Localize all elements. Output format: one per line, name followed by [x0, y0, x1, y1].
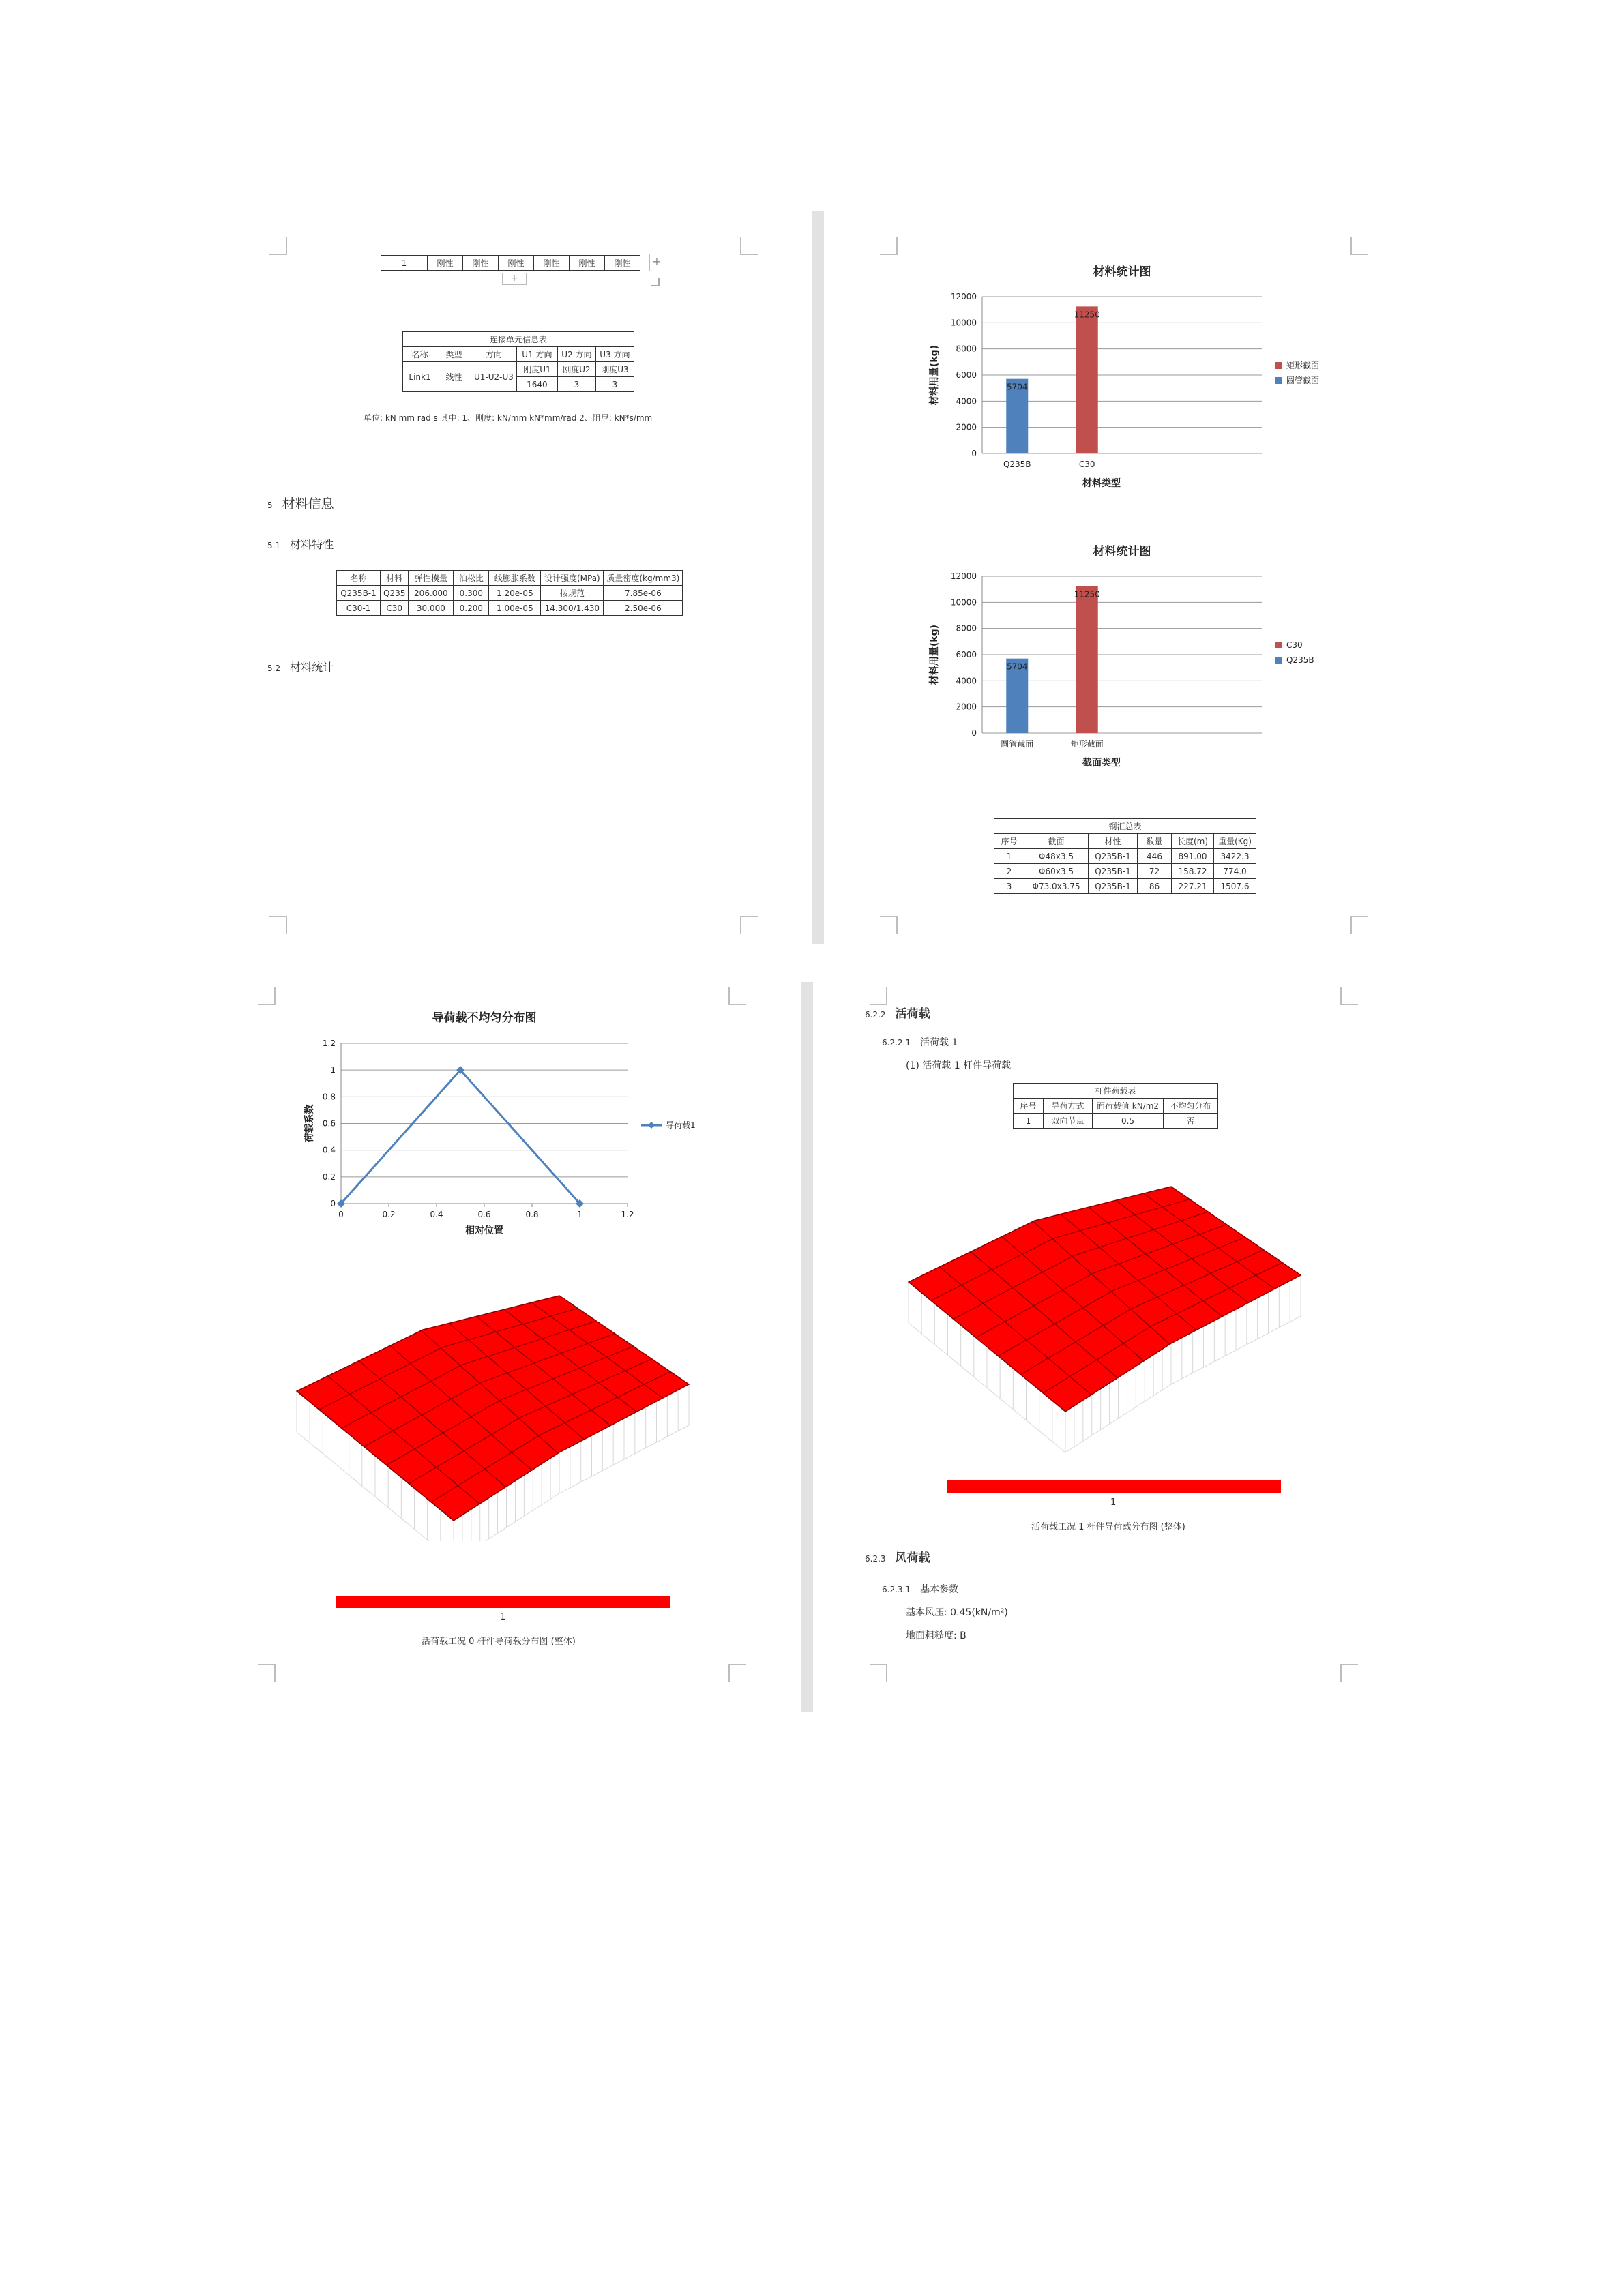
table-cell: Φ48x3.5	[1024, 849, 1089, 864]
table-header: U2 方向	[557, 347, 595, 362]
table-cell: Q235B-1	[1089, 864, 1138, 879]
y-tick-label: 1	[330, 1065, 336, 1075]
data-label: 5704	[1006, 661, 1028, 672]
add-row-icon[interactable]: +	[502, 273, 527, 285]
section-number: 5	[267, 501, 273, 510]
table-header: U3 方向	[595, 347, 634, 362]
table-header: 弹性模量	[409, 571, 454, 586]
table-cell: 1	[381, 256, 428, 271]
y-tick-label: 10000	[950, 318, 977, 328]
section-5-heading	[267, 494, 334, 512]
y-axis-label: 材料用量(kg)	[929, 624, 940, 685]
link-row-table	[381, 255, 640, 271]
table-header: 类型	[437, 347, 471, 362]
x-tick-label: 0	[338, 1210, 344, 1219]
y-axis-label: 荷载系数	[304, 1104, 315, 1143]
table-row	[337, 586, 683, 601]
table-header: 序号	[994, 834, 1024, 849]
y-tick-label: 0.8	[322, 1092, 336, 1102]
table-row	[994, 864, 1256, 879]
legend-entry: 导荷载1	[666, 1120, 696, 1130]
section-title: 基本参数	[919, 1584, 958, 1595]
load-scale-bar	[947, 1480, 1281, 1493]
table-cell: 刚度U3	[595, 362, 634, 377]
table-header: 设计强度(MPa)	[541, 571, 604, 586]
x-tick-label: 0.8	[525, 1210, 539, 1219]
table-header: 导荷方式	[1044, 1099, 1093, 1114]
load-scale-bar	[336, 1596, 670, 1608]
y-tick-label: 12000	[950, 292, 977, 301]
table-cell: 446	[1138, 849, 1172, 864]
x-tick-label: 0.2	[382, 1210, 396, 1219]
x-tick-label: 圆管截面	[1001, 739, 1034, 749]
table-cell: 1507.6	[1214, 879, 1256, 894]
section-number: 5.2	[267, 664, 281, 673]
crop-mark	[880, 916, 898, 934]
table-cell: 2.50e-06	[604, 601, 683, 616]
legend-swatch	[1275, 377, 1282, 384]
table-cell: 0.300	[454, 586, 489, 601]
x-tick-label: 1.2	[621, 1210, 634, 1219]
table-cell: 1640	[516, 377, 557, 392]
y-tick-label: 0	[971, 728, 977, 738]
y-tick-label: 12000	[950, 571, 977, 581]
legend-entry: C30	[1286, 640, 1303, 650]
table-cell: 774.0	[1214, 864, 1256, 879]
table-header: 泊松比	[454, 571, 489, 586]
legend-swatch	[1275, 657, 1282, 664]
x-axis-label: 材料类型	[1082, 478, 1121, 489]
y-tick-label: 2000	[956, 422, 977, 432]
material-chart-by-material	[921, 259, 1344, 498]
section-5-1-heading	[267, 536, 334, 552]
material-chart-by-section	[921, 539, 1344, 777]
y-tick-label: 4000	[956, 676, 977, 686]
section-5-2-heading	[267, 659, 334, 674]
crop-mark	[1340, 987, 1358, 1005]
table-cell: Q235	[381, 586, 409, 601]
table-cell: 双向节点	[1044, 1114, 1093, 1129]
material-table	[336, 570, 683, 616]
table-cell: 891.00	[1172, 849, 1214, 864]
table-row	[994, 879, 1256, 894]
legend-marker	[648, 1122, 655, 1129]
table-cell: 1.20e-05	[489, 586, 541, 601]
section-6-2-2-1-heading	[882, 1035, 958, 1049]
scale-label: 1	[1110, 1497, 1117, 1508]
table-cell: 0.5	[1093, 1114, 1164, 1129]
structure-3d-diagram-case0	[286, 1282, 709, 1541]
table-cell: Q235B-1	[1089, 849, 1138, 864]
x-axis-label: 相对位置	[465, 1225, 503, 1236]
table-header: 名称	[403, 347, 437, 362]
table-header: 材料	[381, 571, 409, 586]
table-header: 质量密度(kg/mm3)	[604, 571, 683, 586]
chart-title: 导荷载不均匀分布图	[432, 1011, 537, 1025]
table-cell: 否	[1164, 1114, 1218, 1129]
crop-mark	[870, 987, 887, 1005]
table-row	[994, 849, 1256, 864]
x-tick-label: 0.6	[477, 1210, 491, 1219]
data-label: 11250	[1074, 310, 1100, 320]
table-resize-handle-icon[interactable]	[651, 278, 660, 286]
table-cell: 72	[1138, 864, 1172, 879]
section-number: 5.1	[267, 541, 281, 550]
legend-swatch	[1275, 642, 1282, 648]
section-6-2-3-1-heading	[882, 1582, 958, 1596]
table-header: 方向	[471, 347, 517, 362]
table-cell: Q235B-1	[337, 586, 381, 601]
table-row	[1014, 1114, 1218, 1129]
ground-roughness: 地面粗糙度: B	[906, 1630, 966, 1641]
y-tick-label: 1.2	[322, 1039, 336, 1048]
table-cell: 158.72	[1172, 864, 1214, 879]
crop-mark	[880, 237, 898, 255]
table-cell: 7.85e-06	[604, 586, 683, 601]
series-line	[341, 1070, 580, 1204]
table-cell: C30	[381, 601, 409, 616]
y-tick-label: 6000	[956, 370, 977, 380]
table-cell: 按规范	[541, 586, 604, 601]
table-header: 重量(Kg)	[1214, 834, 1256, 849]
table-cell: Φ73.0x3.75	[1024, 879, 1089, 894]
section-6-2-3-heading	[865, 1548, 930, 1565]
table-cell: 刚度U2	[557, 362, 595, 377]
table-cell: 刚性	[605, 256, 640, 271]
legend-entry: 圆管截面	[1286, 376, 1320, 385]
table-header: 面荷载值 kN/m2	[1093, 1099, 1164, 1114]
page-divider-vertical-bottom	[801, 982, 813, 1712]
section-number: 6.2.3.1	[882, 1585, 911, 1594]
structure-3d-diagram-case1	[900, 1166, 1323, 1466]
table-title: 钢汇总表	[994, 819, 1256, 834]
section-title: 活荷载	[895, 1007, 930, 1021]
link-table	[402, 331, 634, 392]
table-cell: 3	[557, 377, 595, 392]
y-tick-label: 0	[971, 449, 977, 458]
x-tick-label: 0.4	[430, 1210, 443, 1219]
basic-wind-pressure: 基本风压: 0.45(kN/m²)	[906, 1607, 1008, 1618]
crop-mark	[870, 1664, 887, 1682]
x-tick-label: 1	[577, 1210, 582, 1219]
x-tick-label: C30	[1078, 460, 1095, 469]
subsection-title: (1) 活荷载 1 杆件导荷载	[906, 1060, 1012, 1071]
table-cell: 3	[994, 879, 1024, 894]
table-cell: 刚性	[534, 256, 570, 271]
bar	[1076, 306, 1098, 453]
table-cell: 1	[994, 849, 1024, 864]
y-tick-label: 0.4	[322, 1145, 336, 1155]
table-cell: 线性	[437, 362, 471, 392]
table-cell: 1	[1014, 1114, 1044, 1129]
table-cell: 刚度U1	[516, 362, 557, 377]
table-cell: 227.21	[1172, 879, 1214, 894]
chart-title: 材料统计图	[1093, 265, 1151, 279]
table-cell: 刚性	[428, 256, 463, 271]
data-label: 5704	[1006, 382, 1028, 392]
table-header: 不均匀分布	[1164, 1099, 1218, 1114]
table-cell: Q235B-1	[1089, 879, 1138, 894]
data-label: 11250	[1074, 589, 1100, 599]
y-tick-label: 2000	[956, 702, 977, 712]
table-cell: 刚性	[463, 256, 499, 271]
table-title: 杆件荷载表	[1014, 1084, 1218, 1099]
x-tick-label: 矩形截面	[1070, 739, 1104, 749]
table-header: 材性	[1089, 834, 1138, 849]
table-cell: 30.000	[409, 601, 454, 616]
y-tick-label: 10000	[950, 597, 977, 608]
y-tick-label: 8000	[956, 623, 977, 633]
chart-title: 材料统计图	[1093, 545, 1151, 558]
bar	[1076, 586, 1098, 733]
crop-mark	[740, 916, 758, 934]
y-tick-label: 8000	[956, 344, 977, 354]
table-header: 名称	[337, 571, 381, 586]
table-cell: U1-U2-U3	[471, 362, 517, 392]
table-header: 序号	[1014, 1099, 1044, 1114]
table-row	[337, 601, 683, 616]
table-cell: 206.000	[409, 586, 454, 601]
table-cell: 86	[1138, 879, 1172, 894]
table-cell: 2	[994, 864, 1024, 879]
steel-summary-table	[994, 818, 1256, 894]
section-title: 材料信息	[282, 496, 334, 511]
table-header: 截面	[1024, 834, 1089, 849]
table-cell: 3	[595, 377, 634, 392]
legend-swatch	[1275, 362, 1282, 369]
table-header: 线膨胀系数	[489, 571, 541, 586]
crop-mark	[728, 1664, 746, 1682]
page-divider-vertical-top	[812, 211, 824, 944]
table-cell: 刚性	[570, 256, 605, 271]
table-cell: Link1	[403, 362, 437, 392]
section-title: 风荷载	[895, 1551, 930, 1565]
crop-mark	[258, 987, 276, 1005]
legend-entry: Q235B	[1286, 655, 1314, 665]
section-number: 6.2.3	[865, 1554, 886, 1564]
y-tick-label: 0.2	[322, 1172, 336, 1182]
crop-mark	[1340, 1664, 1358, 1682]
crop-mark	[269, 916, 287, 934]
crop-mark	[1350, 237, 1368, 255]
x-tick-label: Q235B	[1003, 460, 1031, 469]
crop-mark	[728, 987, 746, 1005]
table-header: 数量	[1138, 834, 1172, 849]
section-6-2-2-heading	[865, 1004, 930, 1021]
member-load-table	[1013, 1083, 1218, 1129]
unit-note: 单位: kN mm rad s 其中: 1、刚度: kN/mm kN*mm/rad 2、阻尼: kN*s/mm	[364, 413, 653, 423]
legend-entry: 矩形截面	[1286, 361, 1320, 370]
table-header: U1 方向	[516, 347, 557, 362]
section-number: 6.2.2.1	[882, 1038, 911, 1047]
x-axis-label: 截面类型	[1082, 758, 1121, 769]
crop-mark	[269, 237, 287, 255]
table-cell: C30-1	[337, 601, 381, 616]
scale-label: 1	[500, 1612, 506, 1622]
table-cell: 0.200	[454, 601, 489, 616]
section-title: 活荷载 1	[919, 1037, 958, 1048]
y-tick-label: 0	[330, 1199, 336, 1208]
add-column-icon[interactable]: +	[649, 254, 664, 271]
table-header: 长度(m)	[1172, 834, 1214, 849]
table-cell: Φ60x3.5	[1024, 864, 1089, 879]
load-distribution-chart	[300, 1002, 723, 1248]
crop-mark	[740, 237, 758, 255]
section-number: 6.2.2	[865, 1010, 886, 1019]
y-axis-label: 材料用量(kg)	[929, 344, 940, 406]
table-cell: 1.00e-05	[489, 601, 541, 616]
figure-caption: 活荷载工况 1 杆件导荷载分布图 (整体)	[1031, 1522, 1185, 1532]
crop-mark	[1350, 916, 1368, 934]
y-tick-label: 0.6	[322, 1118, 336, 1129]
section-title: 材料特性	[290, 538, 334, 551]
table-cell: 3422.3	[1214, 849, 1256, 864]
crop-mark	[258, 1664, 276, 1682]
figure-caption: 活荷载工况 0 杆件导荷载分布图 (整体)	[422, 1637, 576, 1647]
y-tick-label: 6000	[956, 650, 977, 659]
section-title: 材料统计	[290, 661, 334, 674]
table-cell: 刚性	[499, 256, 534, 271]
y-tick-label: 4000	[956, 396, 977, 406]
table-cell: 14.300/1.430	[541, 601, 604, 616]
table-title: 连接单元信息表	[403, 332, 634, 347]
